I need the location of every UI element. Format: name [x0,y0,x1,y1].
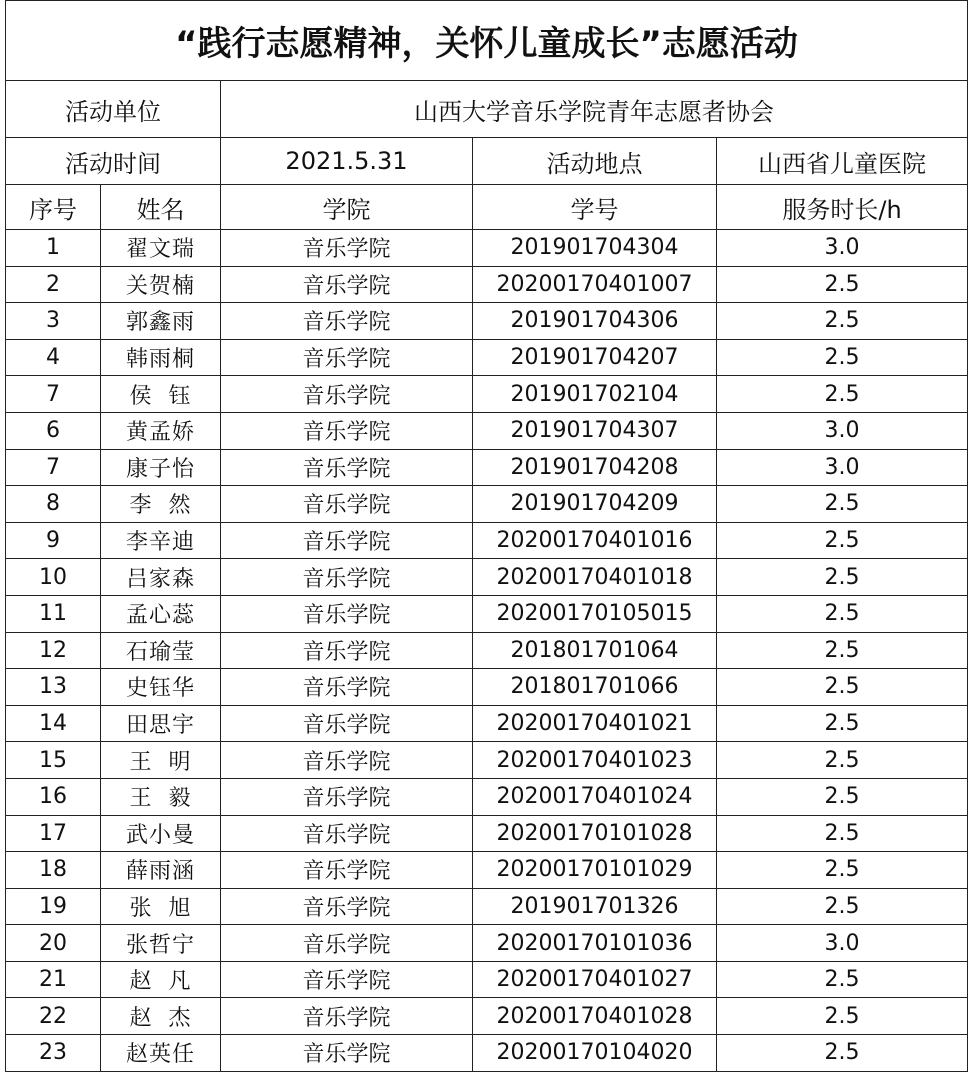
college: 音乐学院 [221,230,473,267]
place-label: 活动地点 [473,138,717,185]
unit-value: 山西大学音乐学院青年志愿者协会 [221,81,968,138]
college: 音乐学院 [221,778,473,815]
volunteer-name: 赵 杰 [101,998,221,1035]
row-number: 11 [6,595,101,632]
row-number: 7 [6,376,101,413]
college: 音乐学院 [221,486,473,523]
service-hours: 2.5 [717,632,968,669]
row-number: 14 [6,705,101,742]
table-row [6,595,968,632]
service-hours: 2.5 [717,1035,968,1072]
row-number: 7 [6,449,101,486]
title-row [6,1,968,81]
row-number: 6 [6,412,101,449]
time-label: 活动时间 [6,138,221,185]
header-service-hours: 服务时长/h [717,185,968,230]
place-value: 山西省儿童医院 [717,138,968,185]
student-id: 20200170105015 [473,595,717,632]
volunteer-name: 赵 凡 [101,961,221,998]
service-hours: 2.5 [717,303,968,340]
row-number: 16 [6,778,101,815]
student-id: 20200170101029 [473,852,717,889]
table-row [6,303,968,340]
student-id: 20200170104020 [473,1035,717,1072]
service-hours: 2.5 [717,669,968,706]
volunteer-table [5,0,968,1072]
row-number: 2 [6,266,101,303]
row-number: 3 [6,303,101,340]
college: 音乐学院 [221,376,473,413]
service-hours: 2.5 [717,888,968,925]
student-id: 20200170401023 [473,742,717,779]
student-id: 20200170401021 [473,705,717,742]
table-row [6,852,968,889]
college: 音乐学院 [221,925,473,962]
row-number: 20 [6,925,101,962]
row-number: 10 [6,559,101,596]
header-student-id: 学号 [473,185,717,230]
college: 音乐学院 [221,339,473,376]
service-hours: 3.0 [717,925,968,962]
college: 音乐学院 [221,303,473,340]
table-row [6,998,968,1035]
college: 音乐学院 [221,998,473,1035]
student-id: 201901704306 [473,303,717,340]
volunteer-name: 侯 钰 [101,376,221,413]
college: 音乐学院 [221,559,473,596]
table-row [6,449,968,486]
row-number: 21 [6,961,101,998]
sheet-title: “践行志愿精神，关怀儿童成长”志愿活动 [6,1,968,81]
row-number: 1 [6,230,101,267]
row-number: 18 [6,852,101,889]
college: 音乐学院 [221,632,473,669]
student-id: 20200170401007 [473,266,717,303]
college: 音乐学院 [221,522,473,559]
volunteer-name: 赵英任 [101,1035,221,1072]
volunteer-name: 郭鑫雨 [101,303,221,340]
row-number: 23 [6,1035,101,1072]
student-id: 201901701326 [473,888,717,925]
table-row [6,376,968,413]
table-row [6,522,968,559]
student-id: 20200170401024 [473,778,717,815]
table-row [6,669,968,706]
volunteer-name: 李 然 [101,486,221,523]
volunteer-name: 关贺楠 [101,266,221,303]
volunteer-name: 张 旭 [101,888,221,925]
service-hours: 2.5 [717,376,968,413]
college: 音乐学院 [221,1035,473,1072]
service-hours: 2.5 [717,595,968,632]
volunteer-name: 韩雨桐 [101,339,221,376]
row-number: 4 [6,339,101,376]
table-row [6,266,968,303]
student-id: 201901704207 [473,339,717,376]
volunteer-name: 田思宇 [101,705,221,742]
student-id: 201801701064 [473,632,717,669]
student-id: 20200170101036 [473,925,717,962]
table-row [6,705,968,742]
unit-label: 活动单位 [6,81,221,138]
student-id: 201901704307 [473,412,717,449]
row-number: 12 [6,632,101,669]
service-hours: 2.5 [717,852,968,889]
student-id: 201901704208 [473,449,717,486]
table-row [6,815,968,852]
volunteer-name: 孟心蕊 [101,595,221,632]
college: 音乐学院 [221,742,473,779]
service-hours: 2.5 [717,778,968,815]
table-row [6,412,968,449]
service-hours: 2.5 [717,705,968,742]
student-id: 201801701066 [473,669,717,706]
service-hours: 3.0 [717,412,968,449]
row-number: 8 [6,486,101,523]
service-hours: 2.5 [717,961,968,998]
volunteer-name: 翟文瑞 [101,230,221,267]
table-row [6,632,968,669]
service-hours: 2.5 [717,486,968,523]
time-place-row [6,138,968,185]
volunteer-name: 石瑜莹 [101,632,221,669]
table-row [6,961,968,998]
row-number: 13 [6,669,101,706]
student-id: 201901704304 [473,230,717,267]
student-id: 20200170101028 [473,815,717,852]
volunteer-name: 薛雨涵 [101,852,221,889]
service-hours: 3.0 [717,230,968,267]
service-hours: 2.5 [717,742,968,779]
table-row [6,925,968,962]
college: 音乐学院 [221,266,473,303]
row-number: 15 [6,742,101,779]
college: 音乐学院 [221,705,473,742]
service-hours: 2.5 [717,998,968,1035]
unit-row [6,81,968,138]
table-row [6,339,968,376]
volunteer-name: 李辛迪 [101,522,221,559]
college: 音乐学院 [221,961,473,998]
volunteer-name: 张哲宁 [101,925,221,962]
service-hours: 2.5 [717,815,968,852]
row-number: 22 [6,998,101,1035]
header-number: 序号 [6,185,101,230]
student-id: 20200170401027 [473,961,717,998]
student-id: 20200170401018 [473,559,717,596]
column-header-row [6,185,968,230]
college: 音乐学院 [221,595,473,632]
college: 音乐学院 [221,669,473,706]
volunteer-name: 吕家森 [101,559,221,596]
service-hours: 2.5 [717,559,968,596]
volunteer-name: 王 毅 [101,778,221,815]
row-number: 19 [6,888,101,925]
volunteer-name: 史钰华 [101,669,221,706]
table-row [6,742,968,779]
table-row [6,1035,968,1072]
college: 音乐学院 [221,449,473,486]
student-id: 201901702104 [473,376,717,413]
header-college: 学院 [221,185,473,230]
table-row [6,559,968,596]
college: 音乐学院 [221,412,473,449]
time-value: 2021.5.31 [221,138,473,185]
table-row [6,486,968,523]
table-row [6,230,968,267]
college: 音乐学院 [221,852,473,889]
table-row [6,778,968,815]
row-number: 17 [6,815,101,852]
service-hours: 2.5 [717,522,968,559]
volunteer-name: 武小曼 [101,815,221,852]
row-number: 9 [6,522,101,559]
service-hours: 2.5 [717,266,968,303]
volunteer-name: 王 明 [101,742,221,779]
college: 音乐学院 [221,815,473,852]
student-id: 20200170401028 [473,998,717,1035]
student-id: 20200170401016 [473,522,717,559]
header-name: 姓名 [101,185,221,230]
volunteer-name: 康子怡 [101,449,221,486]
volunteer-name: 黄孟娇 [101,412,221,449]
service-hours: 3.0 [717,449,968,486]
table-row [6,888,968,925]
service-hours: 2.5 [717,339,968,376]
student-id: 201901704209 [473,486,717,523]
college: 音乐学院 [221,888,473,925]
